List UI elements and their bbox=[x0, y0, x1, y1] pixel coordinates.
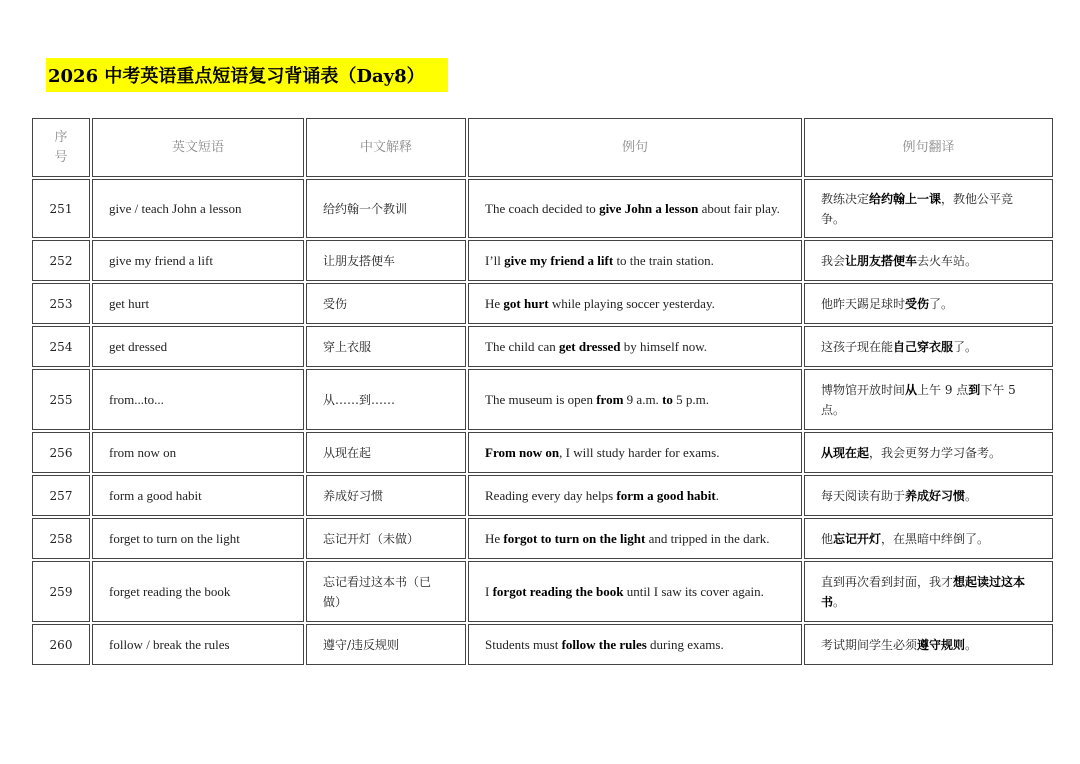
sentence-text: 。 bbox=[965, 488, 978, 503]
highlighted-phrase: form a good habit bbox=[616, 487, 716, 503]
highlighted-phrase: 到 bbox=[968, 382, 981, 397]
sentence-text: during exams. bbox=[646, 636, 724, 652]
example-sentence bbox=[468, 432, 802, 473]
example-translation bbox=[804, 283, 1053, 324]
chinese-meaning: 忘记开灯（未做） bbox=[306, 518, 466, 559]
english-phrase: get dressed bbox=[92, 326, 304, 367]
sentence-text: 我会 bbox=[821, 253, 846, 268]
sentence-text: while playing soccer yesterday. bbox=[548, 295, 715, 311]
example-translation bbox=[804, 179, 1053, 238]
example-translation bbox=[804, 624, 1053, 665]
table-row bbox=[32, 179, 1053, 238]
sentence-text: 。 bbox=[965, 637, 978, 652]
highlighted-phrase: from bbox=[596, 391, 624, 407]
header-translation: 例句翻译 bbox=[804, 118, 1053, 177]
highlighted-phrase: give my friend a lift bbox=[504, 252, 614, 268]
sentence-text: Students must bbox=[485, 636, 562, 652]
sentence-text: 直到再次看到封面，我才 bbox=[821, 574, 954, 589]
sentence-text: I bbox=[485, 583, 493, 599]
table-row bbox=[32, 518, 1053, 559]
sentence-text: I’ll bbox=[485, 252, 505, 268]
highlighted-phrase: 从 bbox=[905, 382, 918, 397]
table-body bbox=[32, 179, 1053, 665]
sentence-text: until I saw its cover again. bbox=[623, 583, 764, 599]
highlighted-phrase: 想起读过这本书 bbox=[821, 574, 1026, 609]
sentence-text: 他昨天踢足球时 bbox=[821, 296, 906, 311]
example-translation bbox=[804, 240, 1053, 281]
sentence-text: He bbox=[485, 530, 504, 546]
english-phrase: give / teach John a lesson bbox=[92, 179, 304, 238]
sentence-text: 教练决定 bbox=[821, 191, 870, 206]
highlighted-phrase: 让朋友搭便车 bbox=[845, 253, 918, 268]
sentence-text: ，教他公平竞争。 bbox=[821, 191, 1014, 226]
sentence-text: . bbox=[715, 487, 719, 503]
highlighted-phrase: 从现在起 bbox=[821, 445, 870, 460]
example-translation bbox=[804, 561, 1053, 622]
sentence-text: The coach decided to bbox=[485, 200, 600, 216]
table-row bbox=[32, 561, 1053, 622]
chinese-meaning: 从……到…… bbox=[306, 369, 466, 430]
example-translation bbox=[804, 475, 1053, 516]
sentence-text: 每天阅读有助于 bbox=[821, 488, 906, 503]
example-translation bbox=[804, 518, 1053, 559]
row-index: 254 bbox=[32, 326, 90, 367]
row-index: 253 bbox=[32, 283, 90, 324]
example-sentence bbox=[468, 518, 802, 559]
chinese-meaning: 受伤 bbox=[306, 283, 466, 324]
table-row bbox=[32, 475, 1053, 516]
table-row bbox=[32, 283, 1053, 324]
example-sentence bbox=[468, 179, 802, 238]
example-sentence bbox=[468, 240, 802, 281]
example-translation bbox=[804, 326, 1053, 367]
sentence-text: 他 bbox=[821, 531, 834, 546]
highlighted-phrase: got hurt bbox=[503, 295, 549, 311]
sentence-text: 博物馆开放时间 bbox=[821, 382, 906, 397]
sentence-text: ，在黑暗中绊倒了。 bbox=[881, 531, 990, 546]
english-phrase: give my friend a lift bbox=[92, 240, 304, 281]
highlighted-phrase: 自己穿衣服 bbox=[893, 339, 954, 354]
row-index: 251 bbox=[32, 179, 90, 238]
row-index: 259 bbox=[32, 561, 90, 622]
english-phrase: forget to turn on the light bbox=[92, 518, 304, 559]
highlighted-phrase: 养成好习惯 bbox=[905, 488, 966, 503]
highlighted-phrase: 给约翰上一课 bbox=[869, 191, 942, 206]
sentence-text: 上午 9 点 bbox=[917, 382, 969, 397]
sentence-text: ，我会更努力学习备考。 bbox=[869, 445, 1002, 460]
row-index: 260 bbox=[32, 624, 90, 665]
example-translation bbox=[804, 432, 1053, 473]
header-chinese-meaning: 中文解释 bbox=[306, 118, 466, 177]
row-index: 257 bbox=[32, 475, 90, 516]
highlighted-phrase: follow the rules bbox=[561, 636, 647, 652]
chinese-meaning: 养成好习惯 bbox=[306, 475, 466, 516]
english-phrase: get hurt bbox=[92, 283, 304, 324]
sentence-text: to the train station. bbox=[613, 252, 714, 268]
chinese-meaning: 让朋友搭便车 bbox=[306, 240, 466, 281]
highlighted-phrase: 忘记开灯 bbox=[833, 531, 882, 546]
sentence-text: 了。 bbox=[953, 339, 978, 354]
header-english-phrase: 英文短语 bbox=[92, 118, 304, 177]
highlighted-phrase: 遵守规则 bbox=[917, 637, 966, 652]
row-index: 252 bbox=[32, 240, 90, 281]
sentence-text: 了。 bbox=[929, 296, 954, 311]
highlighted-phrase: get dressed bbox=[559, 338, 621, 354]
sentence-text: 5 p.m. bbox=[672, 391, 710, 407]
sentence-text: The child can bbox=[485, 338, 559, 354]
header-index: 序 号 bbox=[32, 118, 90, 177]
example-sentence bbox=[468, 561, 802, 622]
sentence-text: 。 bbox=[833, 594, 846, 609]
row-index: 255 bbox=[32, 369, 90, 430]
english-phrase: from...to... bbox=[92, 369, 304, 430]
chinese-meaning: 穿上衣服 bbox=[306, 326, 466, 367]
example-sentence bbox=[468, 475, 802, 516]
sentence-text: about fair play. bbox=[698, 200, 780, 216]
sentence-text: and tripped in the dark. bbox=[645, 530, 770, 546]
example-sentence bbox=[468, 624, 802, 665]
highlighted-phrase: give John a lesson bbox=[599, 200, 699, 216]
page-title: 2026 中考英语重点短语复习背诵表（Day8） bbox=[46, 58, 448, 92]
sentence-text: 这孩子现在能 bbox=[821, 339, 894, 354]
chinese-meaning: 忘记看过这本书（已做） bbox=[306, 561, 466, 622]
chinese-meaning: 从现在起 bbox=[306, 432, 466, 473]
english-phrase: forget reading the book bbox=[92, 561, 304, 622]
sentence-text: 考试期间学生必须 bbox=[821, 637, 918, 652]
sentence-text: 9 a.m. bbox=[623, 391, 663, 407]
table-row bbox=[32, 432, 1053, 473]
phrase-table bbox=[30, 116, 1055, 667]
row-index: 258 bbox=[32, 518, 90, 559]
sentence-text: The museum is open bbox=[485, 391, 597, 407]
table-row bbox=[32, 624, 1053, 665]
sentence-text: by himself now. bbox=[620, 338, 708, 354]
table-row bbox=[32, 240, 1053, 281]
highlighted-phrase: forgot reading the book bbox=[492, 583, 624, 599]
highlighted-phrase: to bbox=[662, 391, 673, 407]
example-sentence bbox=[468, 326, 802, 367]
example-translation bbox=[804, 369, 1053, 430]
table-row bbox=[32, 326, 1053, 367]
example-sentence bbox=[468, 283, 802, 324]
chinese-meaning: 给约翰一个教训 bbox=[306, 179, 466, 238]
highlighted-phrase: forgot to turn on the light bbox=[503, 530, 646, 546]
english-phrase: from now on bbox=[92, 432, 304, 473]
highlighted-phrase: From now on bbox=[485, 444, 560, 460]
example-sentence bbox=[468, 369, 802, 430]
sentence-text: Reading every day helps bbox=[485, 487, 617, 503]
sentence-text: , I will study harder for exams. bbox=[559, 444, 720, 460]
sentence-text: He bbox=[485, 295, 504, 311]
highlighted-phrase: 受伤 bbox=[905, 296, 930, 311]
row-index: 256 bbox=[32, 432, 90, 473]
table-header-row bbox=[32, 118, 1053, 177]
table-row bbox=[32, 369, 1053, 430]
header-example: 例句 bbox=[468, 118, 802, 177]
sentence-text: 下午 5 点。 bbox=[821, 382, 1016, 417]
sentence-text: 去火车站。 bbox=[917, 253, 978, 268]
chinese-meaning: 遵守/违反规则 bbox=[306, 624, 466, 665]
english-phrase: follow / break the rules bbox=[92, 624, 304, 665]
english-phrase: form a good habit bbox=[92, 475, 304, 516]
